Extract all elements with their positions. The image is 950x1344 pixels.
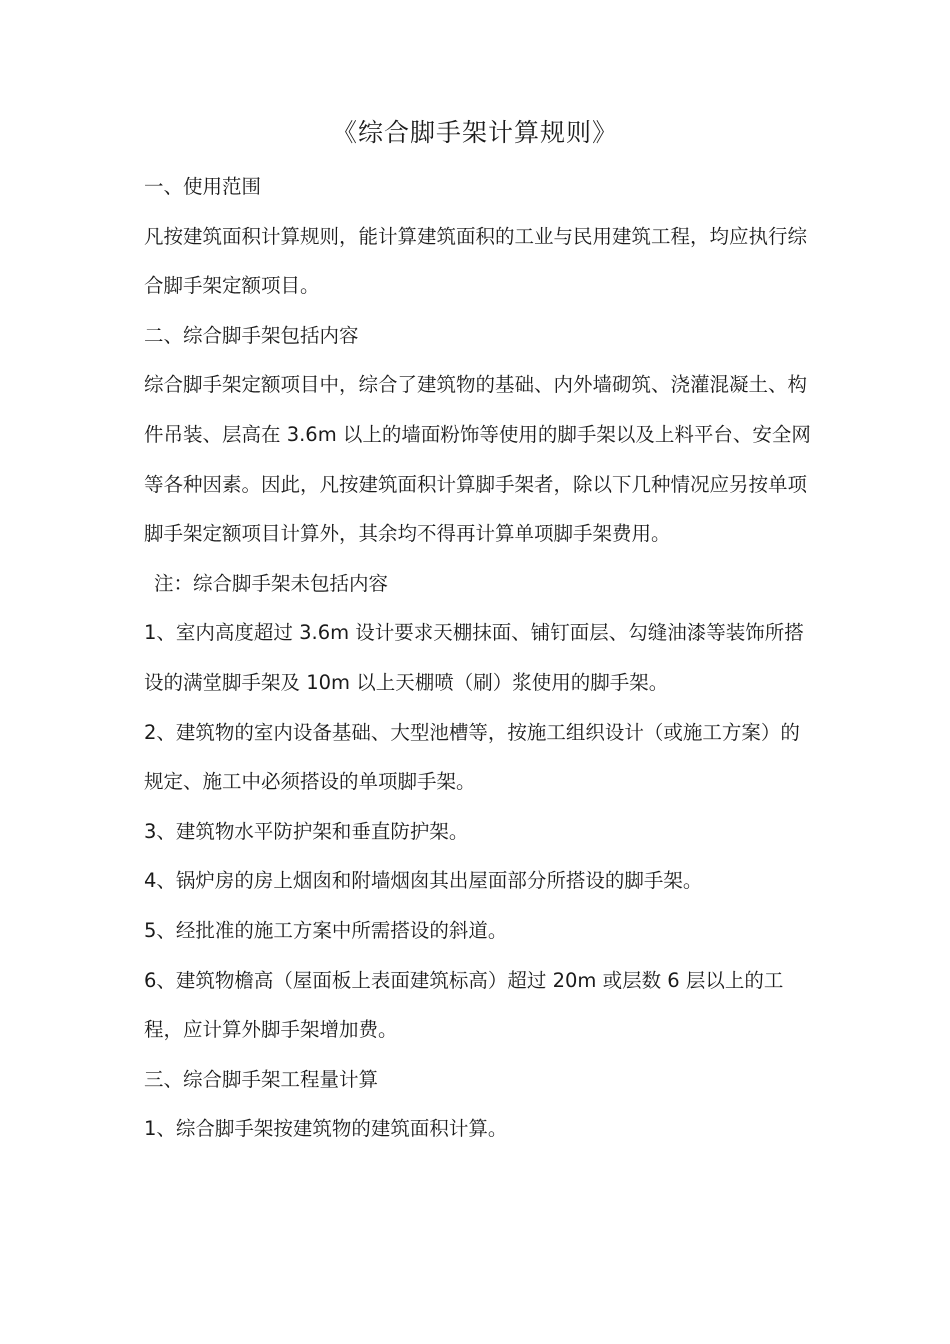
section-heading-quantity: 三、综合脚手架工程量计算 xyxy=(144,1067,379,1091)
list-item-6: 6、建筑物檐高（屋面板上表面建筑标高）超过 20m 或层数 6 层以上的工程，应计算外脚手架增加费。 xyxy=(144,968,784,1042)
list-item-5: 5、经批准的施工方案中所需搭设的斜道。 xyxy=(144,918,508,942)
section-heading-scope: 一、使用范围 xyxy=(144,175,262,198)
paragraph-scope: 凡按建筑面积计算规则，能计算建筑面积的工业与民用建筑工程，均应执行综合脚手架定额项目。 xyxy=(144,224,808,298)
list-item-1: 1、室内高度超过 3.6m 设计要求天棚抹面、铺钉面层、勾缝油漆等装饰所搭设的满堂脚手架及 10m 以上天棚喷（刷）浆使用的脚手架。 xyxy=(144,621,804,694)
list-item-4: 4、锅炉房的房上烟囱和附墙烟囱其出屋面部分所搭设的脚手架。 xyxy=(144,869,703,893)
quantity-item-1: 1、综合脚手架按建筑物的建筑面积计算。 xyxy=(144,1117,508,1141)
list-item-3: 3、建筑物水平防护架和垂直防护架。 xyxy=(144,819,469,843)
paragraph-contents: 综合脚手架定额项目中，综合了建筑物的基础、内外墙砌筑、浇灌混凝土、构件吊装、层高在 3.6m 以上的墙面粉饰等使用的脚手架以及上料平台、安全网等各种因素。因此，凡按建筑面积计算脚手架者，除以下几种情况应另按单项脚手架定额项目计算外，其余均不得再计算单项脚手架费用。 xyxy=(144,373,811,546)
section-heading-contents: 二、综合脚手架包括内容 xyxy=(144,323,359,347)
document-body xyxy=(144,162,814,1154)
list-item-2: 2、建筑物的室内设备基础、大型池槽等，按施工组织设计（或施工方案）的规定、施工中必须搭设的单项脚手架。 xyxy=(144,720,800,794)
document-title: 《综合脚手架计算规则》 xyxy=(331,118,618,147)
note-heading: 注：综合脚手架未包括内容 xyxy=(154,571,389,595)
